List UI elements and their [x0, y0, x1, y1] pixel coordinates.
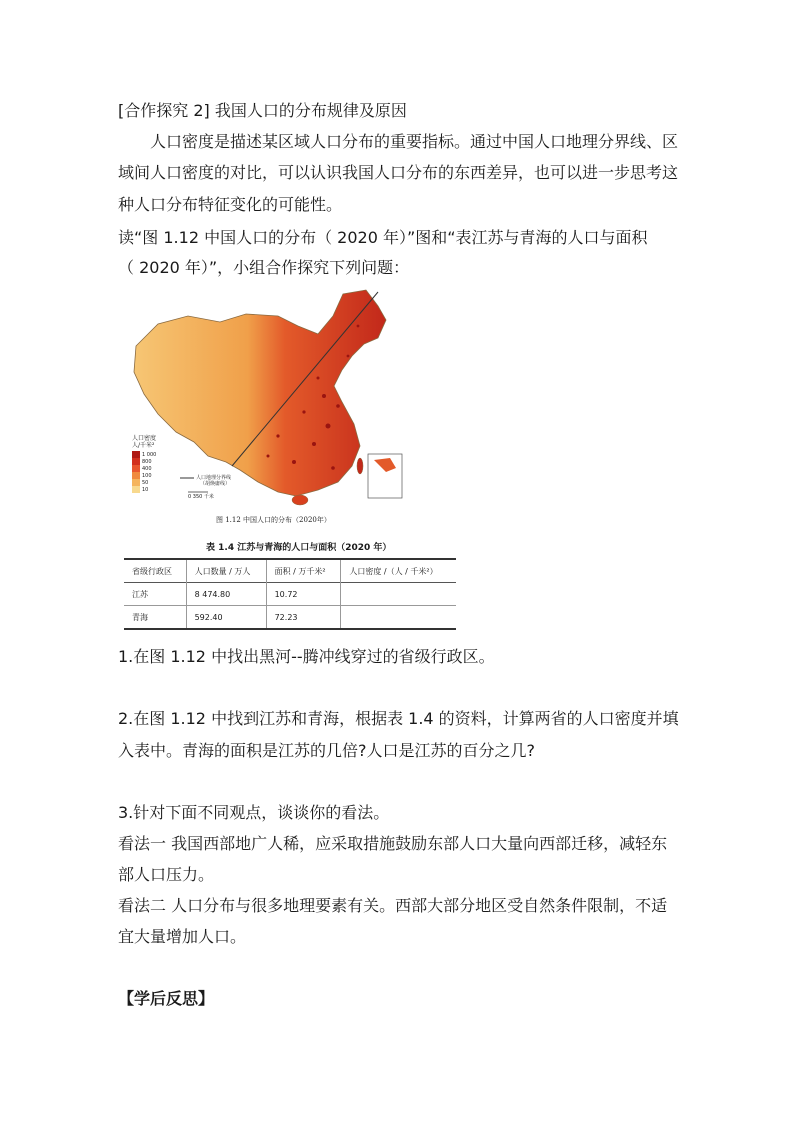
legend-value: 400	[142, 466, 152, 472]
question-2-line: 2.在图 1.12 中找到江苏和青海，根据表 1.4 的资料，计算两省的人口密度并填	[118, 709, 679, 728]
view-2-line: 看法二 人口分布与很多地理要素有关。西部大部分地区受自然条件限制，不适	[118, 896, 668, 915]
intro-paragraph-line: 种人口分布特征变化的可能性。	[118, 195, 343, 214]
table-row	[124, 606, 456, 630]
legend-swatch	[132, 479, 140, 486]
line-legend-sublabel: （胡焕庸线）	[200, 481, 231, 487]
legend-swatch	[132, 458, 140, 465]
legend-value: 10	[142, 487, 149, 493]
header-density: 人口密度 /（人 / 千米²）	[341, 559, 456, 583]
view-2-line: 宜大量增加人口。	[118, 927, 247, 946]
cell-population: 8 474.80	[186, 583, 266, 606]
cell-area: 72.23	[266, 606, 341, 630]
view-1-line: 部人口压力。	[118, 865, 215, 884]
legend-unit: 人/千米²	[132, 442, 155, 449]
legend-value: 1 000	[142, 452, 157, 458]
question-2-line: 入表中。青海的面积是江苏的几倍?人口是江苏的百分之几?	[118, 741, 535, 760]
intro-paragraph-line: 域间人口密度的对比，可以认识我国人口分布的东西差异，也可以进一步思考这	[118, 163, 679, 182]
scale-bar-label: 0 350 千米	[188, 494, 214, 500]
china-population-map	[128, 286, 428, 526]
intro-paragraph-line: 人口密度是描述某区域人口分布的重要指标。通过中国人口地理分界线、区	[150, 132, 679, 151]
instruction-line: 读“图 1.12 中国人口的分布（ 2020 年）”图和“表江苏与青海的人口与面积	[118, 228, 648, 247]
cell-province: 青海	[132, 612, 148, 622]
china-landmass	[134, 290, 386, 496]
header-population: 人口数量 / 万人	[186, 559, 266, 583]
reflection-heading: 【学后反思】	[118, 989, 215, 1008]
legend-swatch	[132, 451, 140, 458]
header-province: 省级行政区	[132, 566, 172, 576]
cell-province: 江苏	[132, 589, 148, 599]
cell-density-blank[interactable]	[341, 606, 456, 630]
population-area-table	[124, 558, 456, 630]
view-1-line: 看法一 我国西部地广人稀，应采取措施鼓励东部人口大量向西部迁移，减轻东	[118, 834, 668, 853]
legend-title: 人口密度	[132, 435, 157, 442]
legend-value: 100	[142, 473, 152, 479]
section-heading: [合作探究 2] 我国人口的分布规律及原因	[118, 101, 407, 120]
legend-swatch	[132, 465, 140, 472]
legend-value: 50	[142, 480, 149, 486]
table-row	[124, 583, 456, 606]
taiwan-island	[357, 458, 363, 474]
hainan-island	[292, 495, 308, 505]
cell-density-blank[interactable]	[341, 583, 456, 606]
legend-swatch	[132, 486, 140, 493]
legend-value: 800	[142, 459, 152, 465]
question-3: 3.针对下面不同观点，谈谈你的看法。	[118, 803, 390, 822]
cell-area: 10.72	[266, 583, 341, 606]
question-1: 1.在图 1.12 中找出黑河--腾冲线穿过的省级行政区。	[118, 647, 495, 666]
header-area: 面积 / 万千米²	[266, 559, 341, 583]
table-header-row	[124, 559, 456, 583]
instruction-line: （ 2020 年）”，小组合作探究下列问题：	[118, 258, 410, 277]
legend-swatch	[132, 472, 140, 479]
figure-caption: 图 1.12 中国人口的分布（2020年）	[216, 516, 331, 524]
cell-population: 592.40	[186, 606, 266, 630]
table-title: 表 1.4 江苏与青海的人口与面积（2020 年）	[206, 543, 392, 553]
line-legend-label: 人口地理分界线	[196, 475, 232, 481]
